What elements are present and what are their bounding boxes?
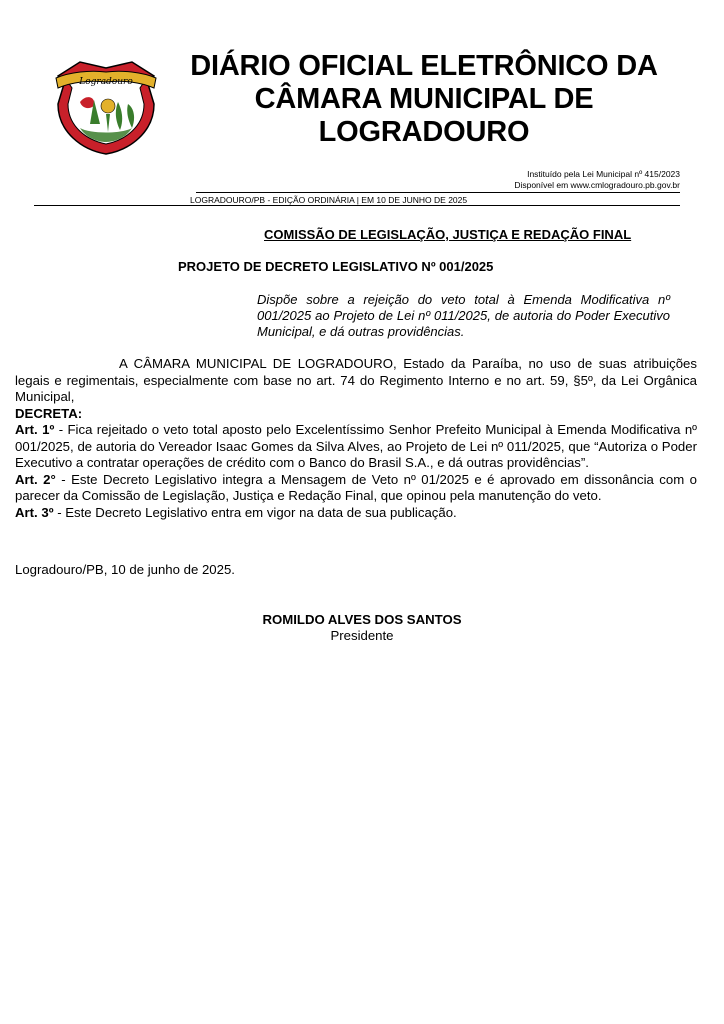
signature-block bbox=[0, 612, 724, 644]
instituted-by-law: Instituído pela Lei Municipal nº 415/2023 bbox=[527, 169, 680, 179]
article-1-label: Art. 1º bbox=[15, 422, 55, 437]
masthead-title bbox=[170, 50, 678, 149]
signatory-role: Presidente bbox=[330, 628, 394, 643]
header-rule-top bbox=[196, 192, 680, 193]
decree-preamble: A CÂMARA MUNICIPAL DE LOGRADOURO, Estado da Paraíba, no uso de suas atribuições legais e regimentais, especialmente com base no art. 74 do Regimento Interno e no art. 59, §5º, da Lei Orgânica Municipal, bbox=[15, 356, 697, 404]
article-3-label: Art. 3º bbox=[15, 504, 54, 520]
article-2 bbox=[15, 472, 697, 505]
article-2-label: Art. 2° bbox=[15, 471, 56, 487]
article-3 bbox=[15, 505, 697, 522]
committee-heading: COMISSÃO DE LEGISLAÇÃO, JUSTIÇA E REDAÇÃO FINAL bbox=[264, 227, 632, 242]
masthead-line-1: DIÁRIO OFICIAL ELETRÔNICO DA bbox=[190, 50, 658, 82]
article-3-text: - Este Decreto Legislativo entra em vigor na data de sua publicação. bbox=[53, 504, 457, 520]
decree-body bbox=[15, 356, 697, 521]
municipal-crest-logo bbox=[50, 54, 162, 158]
masthead-line-2: CÂMARA MUNICIPAL DE bbox=[254, 83, 594, 115]
availability-url: Disponível em www.cmlogradouro.pb.gov.br bbox=[514, 180, 680, 190]
edition-line: LOGRADOURO/PB - EDIÇÃO ORDINÁRIA | EM 10 DE JUNHO DE 2025 bbox=[190, 195, 468, 205]
crest-lettering: Logradouro bbox=[79, 77, 133, 87]
decree-summary: Dispõe sobre a rejeição do veto total à Emenda Modificativa nº 001/2025 ao Projeto de Lei nº 011/2025, de autoria do Poder Executivo Municipal, e dá outras providências. bbox=[257, 292, 670, 339]
article-1-text: - Fica rejeitado o veto total aposto pelo Excelentíssimo Senhor Prefeito Municipal à Emenda Modificativa nº 001/2025, de autoria do Vereador Isaac Gomes da Silva Alves, ao Projeto de Lei nº 011/2025, que “Autoriza o Poder Executivo a contratar operações de crédito com o Banco do Brasil S.A., e dá outras providências”. bbox=[15, 422, 697, 470]
decreta-heading: DECRETA: bbox=[15, 405, 83, 421]
project-title: PROJETO DE DECRETO LEGISLATIVO Nº 001/2025 bbox=[178, 259, 494, 274]
header-rule-bottom bbox=[34, 205, 680, 206]
masthead-line-3: LOGRADOURO bbox=[318, 116, 530, 148]
article-2-text: - Este Decreto Legislativo integra a Mensagem de Veto nº 01/2025 e é aprovado em dissonância com o parecer da Comissão de Legislação, Justiça e Redação Final, que opinou pela manutenção do veto. bbox=[15, 471, 697, 503]
place-and-date: Logradouro/PB, 10 de junho de 2025. bbox=[15, 562, 235, 577]
signatory-name: ROMILDO ALVES DOS SANTOS bbox=[262, 612, 462, 627]
article-1 bbox=[15, 422, 697, 472]
